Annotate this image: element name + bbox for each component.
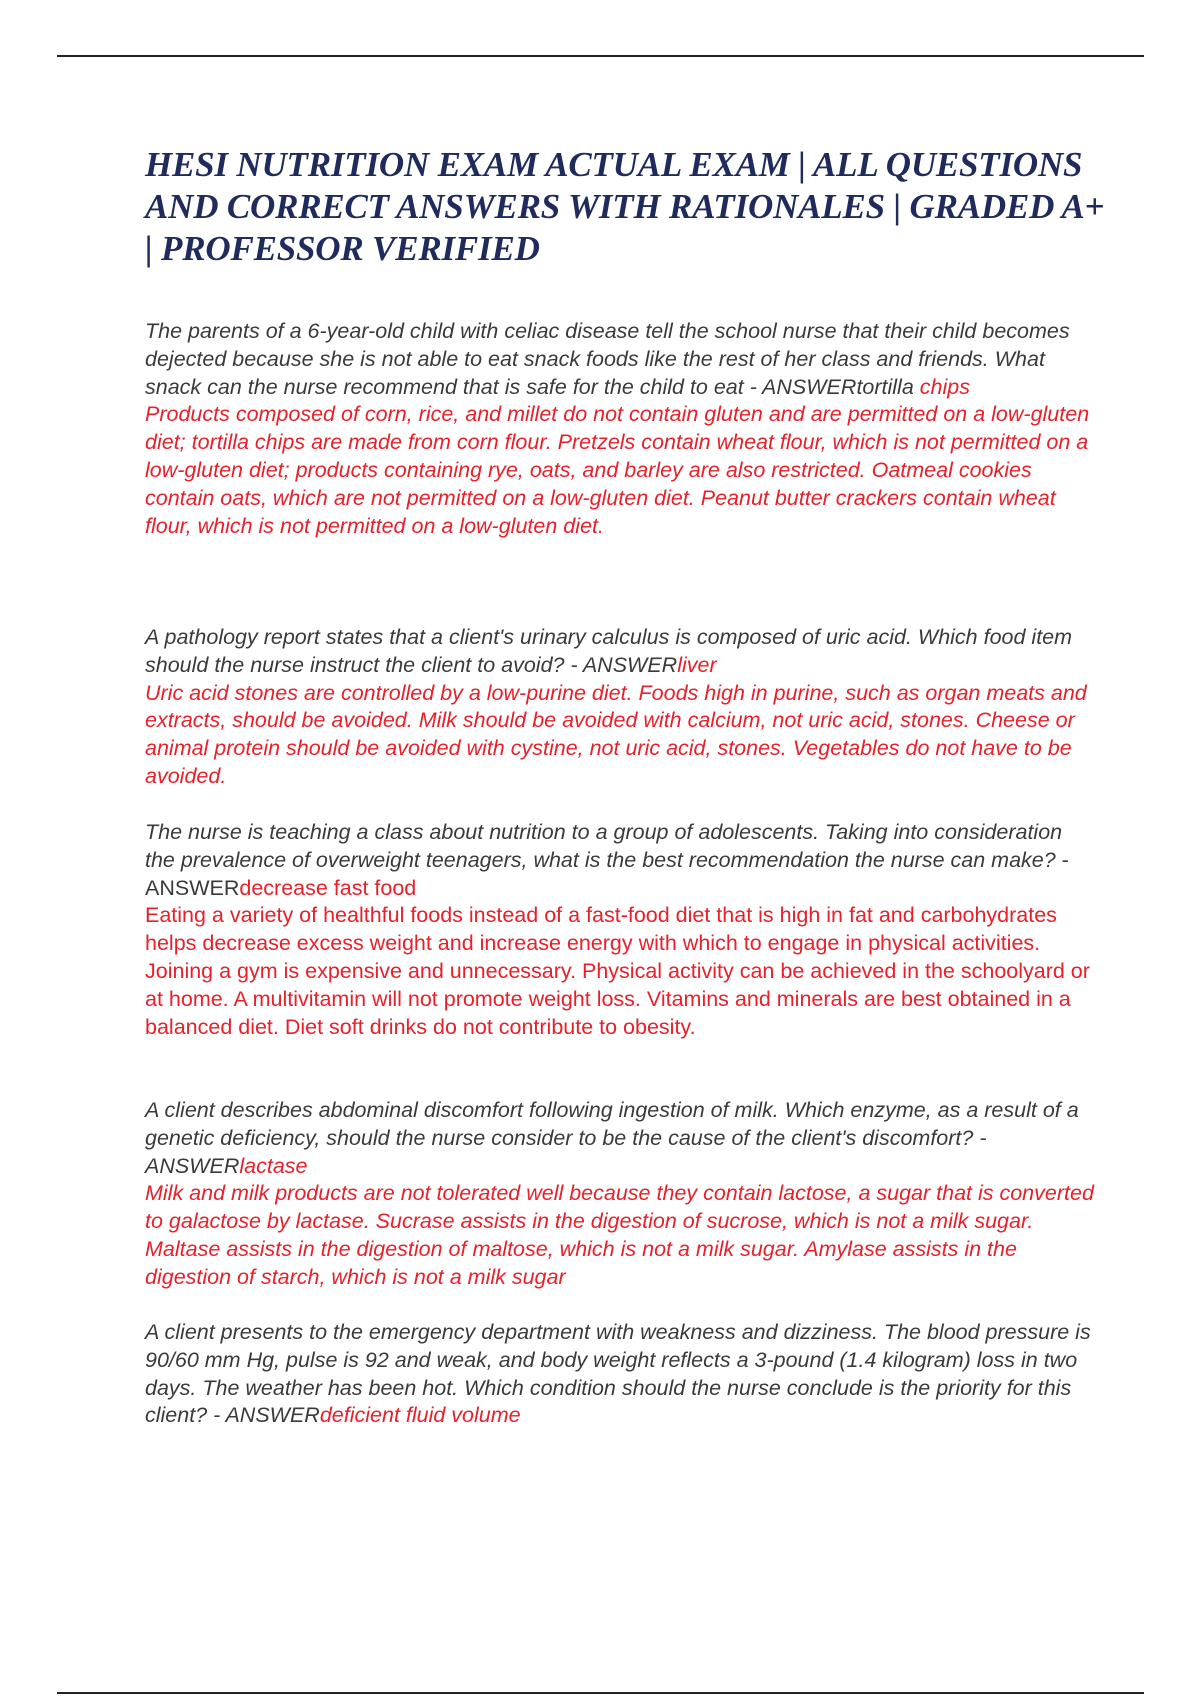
rationale-text: Products composed of corn, rice, and millet do not contain gluten and are permitted on a low-gluten diet; tortilla chips are made from corn flour. Pretzels contain wheat flour, which is not permitted on a low-gluten diet; products containing rye, oats, and barley are also restricted. Oatmeal cookies contain oats, which are not permitted on a low-gluten diet. Peanut butter crackers contain wheat flour, which is not permitted on a low-gluten diet. [145, 402, 1090, 538]
answer-prefix: - ANSWER [743, 374, 857, 399]
qa-item-1 [145, 318, 1095, 540]
document-title: HESI NUTRITION EXAM ACTUAL EXAM | ALL QUESTIONS AND CORRECT ANSWERS WITH RATIONALES | GRADED A+ | PROFESSOR VERIFIED [145, 145, 1105, 268]
qa-item-3 [145, 819, 1095, 1041]
question-text: The parents of a 6-year-old child with celiac disease tell the school nurse that their child becomes dejected because she is not able to eat snack foods like the rest of her class and friends. What snack can the nurse recommend that is safe for the child to eat [145, 319, 1070, 399]
bottom-rule [57, 1692, 1144, 1694]
question-text: A pathology report states that a client's urinary calculus is composed of uric acid. Which food item should the nurse instruct the client to avoid? [145, 625, 1073, 677]
answer-prefix: - ANSWER [145, 1125, 987, 1178]
answer-prefix: - ANSWER [564, 652, 678, 677]
qa-item-4 [145, 1097, 1095, 1292]
question-text: The nurse is teaching a class about nutrition to a group of adolescents. Taking into consideration the prevalence of overweight teenagers, what is the best recommendation the nurse can make? [145, 820, 1063, 872]
answer-prefix: - ANSWER [145, 847, 1069, 900]
answer-prefix: - ANSWER [207, 1403, 320, 1428]
rationale-text: Uric acid stones are controlled by a low-purine diet. Foods high in purine, such as organ meats and extracts, should be avoided. Milk should be avoided with calcium, not uric acid, stones. Cheese or animal protein should be avoided with cystine, not uric acid, stones. Vegetables do not have to be avoided. [145, 680, 1087, 788]
answer-text: lactase [239, 1153, 308, 1178]
question-text: A client describes abdominal discomfort following ingestion of milk. Which enzyme, as a result of a genetic deficiency, should the nurse consider to be the cause of the client's discomfort? [145, 1098, 1079, 1150]
rationale-text: Milk and milk products are not tolerated well because they contain lactose, a sugar that is converted to galactose by lactase. Sucrase assists in the digestion of sucrose, which is not a milk sugar. Maltase assists in the digestion of maltose, which is not a milk sugar. Amylase assists in the digestion of starch, which is not a milk sugar [145, 1181, 1094, 1289]
qa-item-2 [145, 624, 1095, 791]
answer-text-highlight: chips [913, 374, 970, 399]
answer-text: tortilla [856, 374, 914, 399]
answer-text: liver [677, 652, 717, 677]
answer-text: decrease fast food [239, 875, 417, 900]
top-rule [57, 55, 1144, 57]
qa-item-5 [145, 1319, 1095, 1430]
answer-text: deficient fluid volume [319, 1403, 521, 1428]
question-text: A client presents to the emergency department with weakness and dizziness. The blood pressure is 90/60 mm Hg, pulse is 92 and weak, and body weight reflects a 3-pound (1.4 kilogram) loss in two days. The weather has been hot. Which condition should the nurse conclude is the priority for this client? [145, 1320, 1091, 1428]
rationale-text: Eating a variety of healthful foods instead of a fast-food diet that is high in fat and carbohydrates helps decrease excess weight and increase energy with which to engage in physical activities. Joining a gym is expensive and unnecessary. Physical activity can be achieved in the schoolyard or at home. A multivitamin will not promote weight loss. Vitamins and minerals are best obtained in a balanced diet. Diet soft drinks do not contribute to obesity. [145, 903, 1090, 1039]
